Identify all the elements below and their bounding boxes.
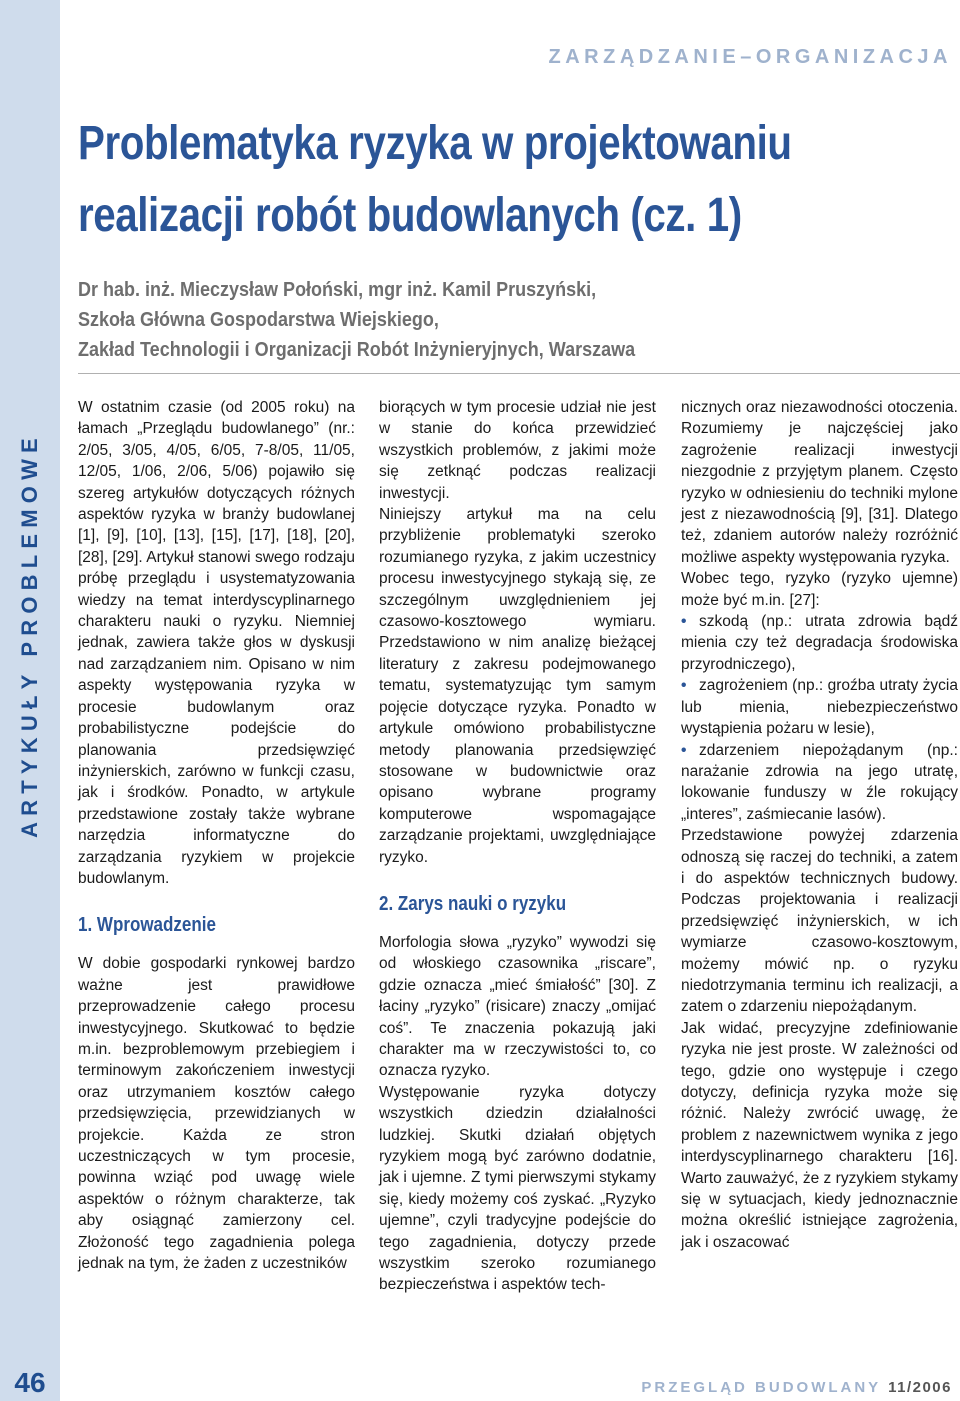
- bullet-dot-icon: •: [681, 677, 687, 695]
- bullet-text: zdarzeniem niepożądanym (np.: narażanie zdrowia na jego utratę, lokowanie funduszy w źle rokujący „interes”, zaśmiecanie lasów).: [681, 741, 958, 823]
- paragraph: W dobie gospodarki rynkowej bardzo ważne jest prawidłowe przeprowadzenie całego procesu inwestycyjnego. Skutkować to będzie m.in. bezproblemowym przebiegiem i terminowym zakończeniem inwestycji oraz utrzymaniem kosztów całego przedsięwzięcia, przewidzianych w projekcie. Każda ze stron uczestniczących w tym procesie, powinna wziąć pod uwagę wiele aspektów o różnym charakterze, tak aby osiągnąć zamierzony cel. Złożoność tego zagadnienia polega jednak na tym, że żaden z uczestników: [78, 955, 355, 1273]
- bullet-text: szkodą (np.: utrata zdrowia bądź mienia czy też degradacja środowiska przyrodniczego),: [681, 613, 958, 673]
- paragraph: Przedstawione powyżej zdarzenia odnoszą się raczej do techniki, a zatem i do aspektów technicznych budowy. Podczas projektowania i realizacji przedsięwzięć inżynierskich, w ich wymiarze czasowo-kosztowym, możemy mówić np. o ryzyku niedotrzymania terminu ich realizacji, a zatem o zdarzeniu niepożądanym.: [681, 827, 958, 1016]
- paragraph: nicznych oraz niezawodności otoczenia. Rozumiemy je najczęściej jako zagrożenie realizacji inwestycji niezgodnie z przyjętym planem. Często ryzyko w odniesieniu do techniki mylone jest z niezawodnością [9], [31]. Dlatego też, zdaniem autorów należy rozróżnić możliwe aspekty występowania ryzyka.: [681, 399, 958, 566]
- affiliation-1: Szkoła Główna Gospodarstwa Wiejskiego,: [78, 309, 439, 331]
- title-line-2: realizacji robót budowlanych (cz. 1): [78, 189, 742, 242]
- authors-block: [78, 275, 635, 365]
- paragraph: Wobec tego, ryzyko (ryzyko ujemne) może być m.in. [27]:: [681, 570, 958, 609]
- magazine-name: PRZEGLĄD BUDOWLANY: [641, 1379, 881, 1396]
- column-2: [379, 397, 656, 1296]
- paragraph: Morfologia słowa „ryzyko” wywodzi się od włoskiego czasownika „riscare”, gdzie oznacza „mieć śmiałość” [30]. Z łaciny „ryzyko” (risicare) znaczy „omijać coś”. Te znaczenia pokazują jaki charakter ma w rzeczywistości to, co oznacza ryzyko.: [379, 933, 656, 1080]
- bullet-dot-icon: •: [681, 741, 687, 759]
- bullet-item: [681, 611, 958, 675]
- paragraph: Występowanie ryzyka dotyczy wszystkich dziedzin działalności ludzkiej. Skutki działań objętych ryzykiem mogą być zarówno dodatnie, jak i ujemne. Z tymi pierwszymi stykamy się, kiedy możemy coś zyskać. „Ryzyko ujemne”, czyli tradycyjne podejście do tego zagadnienia, dotyczy przede wszystkim szeroko rozumianego bezpieczeństwa i aspektów tech-: [379, 1083, 656, 1294]
- section-header: ZARZĄDZANIE–ORGANIZACJA: [548, 46, 952, 68]
- column-3: [681, 397, 958, 1253]
- paragraph: Niniejszy artykuł ma na celu przybliżenie problematyki szeroko rozumianego ryzyka, z jakim uczestnicy procesu inwestycyjnego stykają się, ze szczególnym uwzględnieniem jej czasowo-kosztowego wymiaru. Przedstawiono w nim analizę bieżącej literatury z zakresu podejmowanego tematu, systematyzując tym samym pojęcie dotyczące ryzyka. Ponadto w artykule omówiono probabilistyczne metody planowania przedsięwzięć stosowane w budownictwie oraz opisano wybrane programy komputerowe wspomagające zarządzanie projektami, uwzględniające ryzyko.: [379, 506, 656, 866]
- bullet-dot-icon: •: [681, 613, 687, 631]
- abstract-paragraph: W ostatnim czasie (od 2005 roku) na łamach „Przeglądu budowlanego” (nr.: 2/05, 3/05, 4/05, 6/05, 7-8/05, 11/05, 12/05, 1/06, 2/06, 5/06) pojawiło się szereg artykułów dotyczących różnych aspektów ryzyka w branży budowlanej [1], [9], [10], [13], [15], [17], [18], [20], [28], [29]. Artykuł stanowi swego rodzaju próbę przeglądu i usystematyzowania wiedzy na temat interdyscyplinarnego charakteru nauki o ryzyku. Niemniej jednak, zawiera także głos w dyskusji nad zarządzaniem nim. Opisano w nim aspekty występowania ryzyka w procesie budowlanym oraz probabilistyczne podejście do planowania przedsięwzięć inżynierskich, zarówno w funkcji czasu, jak i środków. Ponadto, w artykule przedstawione zostały także wybrane narzędzia informatyczne do zarządzania ryzykiem w projekcie budowlanym.: [78, 399, 355, 887]
- header-divider: [78, 373, 960, 374]
- authors: Dr hab. inż. Mieczysław Połoński, mgr inż. Kamil Pruszyński,: [78, 279, 597, 301]
- affiliation-2: Zakład Technologii i Organizacji Robót Inżynieryjnych, Warszawa: [78, 339, 636, 361]
- issue-number: 11/2006: [888, 1379, 952, 1396]
- bullet-text: zagrożeniem (np.: groźba utraty życia lub mienia, niebezpieczeństwo wystąpienia pożaru w lesie),: [681, 677, 958, 738]
- sidebar-band: [0, 0, 60, 1401]
- vertical-section-label: ARTYKUŁY PROBLEMOWE: [17, 432, 42, 838]
- footer-masthead: [641, 1379, 952, 1396]
- article-title: [78, 108, 809, 252]
- section-heading-1: 1. Wprowadzenie: [78, 914, 216, 937]
- bullet-item: [681, 675, 958, 739]
- paragraph: biorących w tym procesie udział nie jest w stanie do końca przewidzieć wszystkich problemów, z jakimi może się zetknąć podczas realizacji inwestycji.: [379, 399, 656, 502]
- column-1: [78, 397, 355, 1274]
- paragraph: Jak widać, precyzyjne zdefiniowanie ryzyka nie jest proste. W zależności od tego, gdzie ono występuje i czego dotyczy, definicja ryzyka może się różnić. Należy zwrócić uwagę, że problem z nazewnictwem wynika z jego interdyscyplinarnego charakteru [16]. Warto zauważyć, że z ryzykiem stykamy się w sytuacjach, kiedy jednoznacznie można określić istniejące zagrożenia, jak i oszacować: [681, 1019, 958, 1251]
- title-line-1: Problematyka ryzyka w projektowaniu: [78, 117, 792, 170]
- page-number: 46: [14, 1367, 46, 1398]
- section-heading-2: 2. Zarys nauki o ryzyku: [379, 892, 567, 915]
- bullet-item: [681, 740, 958, 826]
